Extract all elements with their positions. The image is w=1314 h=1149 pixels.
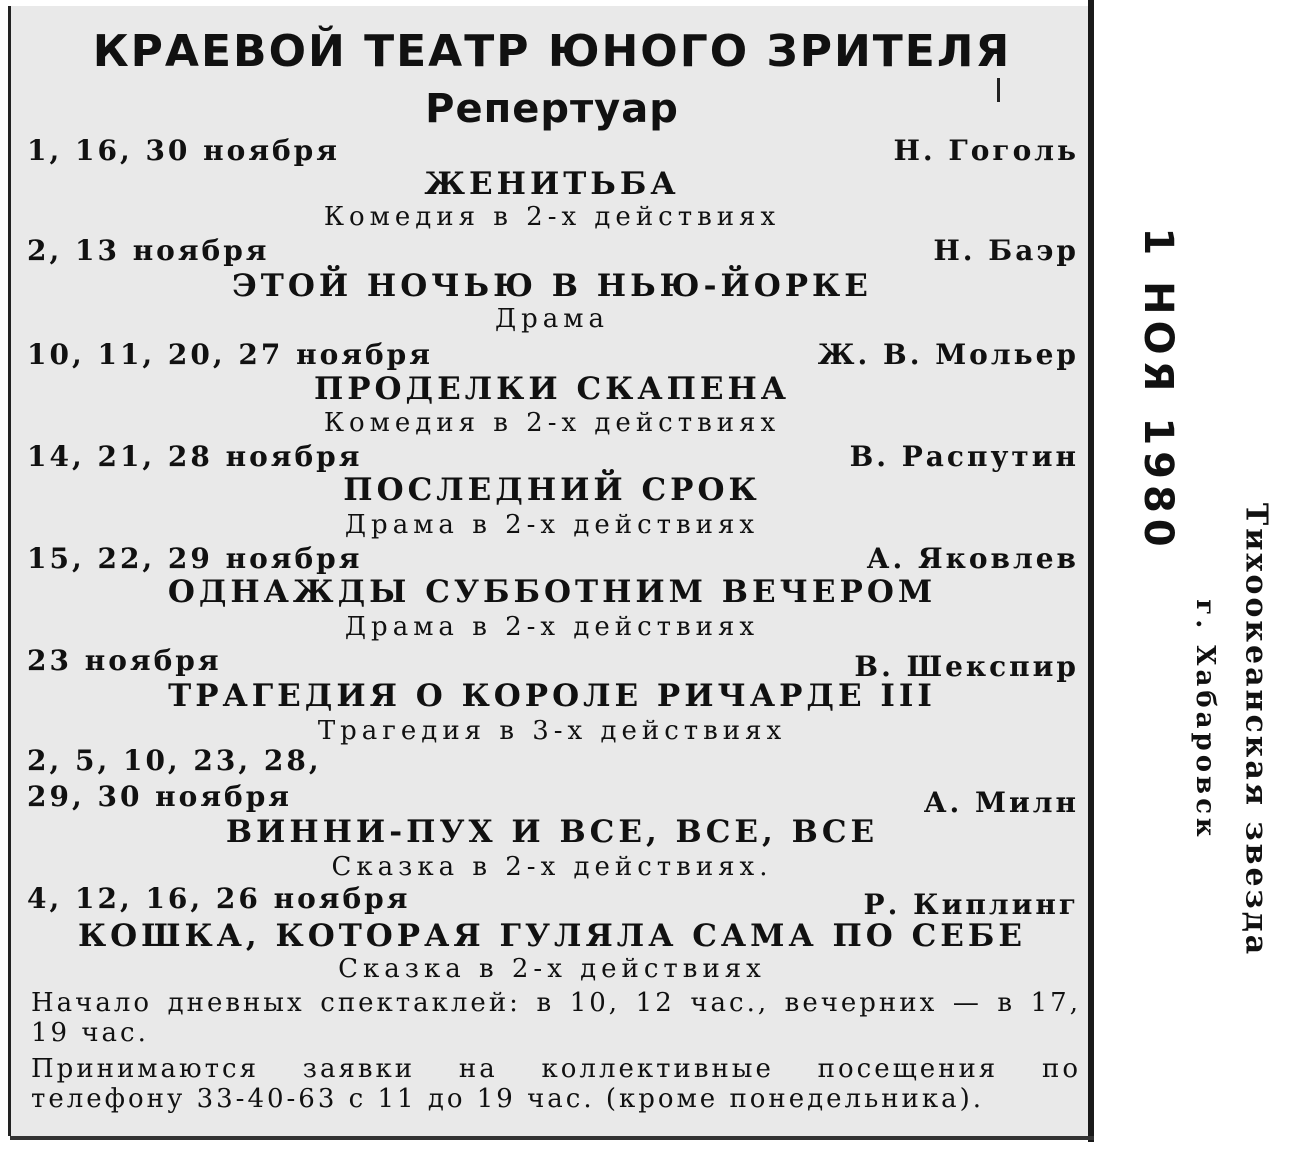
- theatre-name: КРАЕВОЙ ТЕАТР ЮНОГО ЗРИТЕЛЯ: [92, 26, 1012, 77]
- play-author: А. Милн: [923, 786, 1079, 819]
- play-author: А. Яковлев: [866, 542, 1079, 575]
- source-newspaper: [1236, 460, 1276, 1000]
- play-dates: 10, 11, 20, 27 ноября: [27, 338, 433, 371]
- booking-note: Принимаются заявки на коллективные посещения по телефону 33-40-63 с 11 до 19 час. (кроме понедельника).: [31, 1054, 1081, 1114]
- play-dates: 15, 22, 29 ноября: [27, 542, 363, 575]
- play-author: Р. Киплинг: [863, 888, 1079, 921]
- print-mark: [997, 78, 1000, 102]
- newspaper-name: Тихоокеанская звезда: [1238, 502, 1274, 958]
- play-title: ТРАГЕДИЯ О КОРОЛЕ РИЧАРДЕ III: [168, 678, 936, 714]
- play-genre: Драма в 2-х действиях: [344, 510, 760, 540]
- play-dates-line1: 2, 5, 10, 23, 28,: [27, 744, 322, 777]
- play-title: ВИННИ-ПУХ И ВСЕ, ВСЕ, ВСЕ: [225, 814, 879, 850]
- play-genre: Сказка в 2-х действиях.: [331, 852, 773, 882]
- play-genre: Сказка в 2-х действиях: [338, 954, 766, 984]
- play-title: ПРОДЕЛКИ СКАПЕНА: [313, 371, 791, 407]
- play-genre: Комедия в 2-х действиях: [323, 408, 781, 438]
- play-author: Ж. В. Мольер: [817, 338, 1079, 371]
- play-author: Н. Баэр: [933, 234, 1079, 267]
- schedule-note: Начало дневных спектаклей: в 10, 12 час., вечерних — в 17, 19 час.: [31, 988, 1081, 1048]
- stamp-date: 1 НОЯ 1980: [1135, 227, 1181, 553]
- newspaper-clipping: [8, 6, 1093, 1136]
- date-stamp: [1135, 150, 1181, 630]
- play-title: ЭТОЙ НОЧЬЮ В НЬЮ-ЙОРКЕ: [232, 268, 872, 304]
- play-genre: Драма: [494, 304, 609, 334]
- clipping-edge-right: [1088, 0, 1094, 1142]
- play-genre: Драма в 2-х действиях: [344, 612, 760, 642]
- city-name: г. Хабаровск: [1190, 599, 1220, 841]
- source-city: [1190, 590, 1220, 850]
- play-author: В. Шекспир: [854, 650, 1079, 683]
- play-title: ЖЕНИТЬБА: [424, 166, 680, 202]
- play-dates: 14, 21, 28 ноября: [27, 440, 363, 473]
- play-title: ОДНАЖДЫ СУББОТНИМ ВЕЧЕРОМ: [167, 574, 937, 610]
- play-genre: Комедия в 2-х действиях: [323, 202, 781, 232]
- play-author: В. Распутин: [849, 440, 1079, 473]
- play-dates: 4, 12, 16, 26 ноября: [27, 882, 411, 915]
- repertoire-heading: Репертуар: [425, 86, 679, 132]
- play-author: Н. Гоголь: [893, 134, 1079, 167]
- play-title: КОШКА, КОТОРАЯ ГУЛЯЛА САМА ПО СЕБЕ: [77, 918, 1027, 954]
- play-dates: 23 ноября: [27, 644, 222, 677]
- play-dates: 2, 13 ноября: [27, 234, 270, 267]
- play-title: ПОСЛЕДНИЙ СРОК: [343, 472, 761, 508]
- play-dates: 29, 30 ноября: [27, 780, 292, 813]
- clipping-edge-bottom: [10, 1136, 1094, 1140]
- play-genre: Трагедия в 3-х действиях: [317, 716, 787, 746]
- play-dates: 1, 16, 30 ноября: [27, 134, 340, 167]
